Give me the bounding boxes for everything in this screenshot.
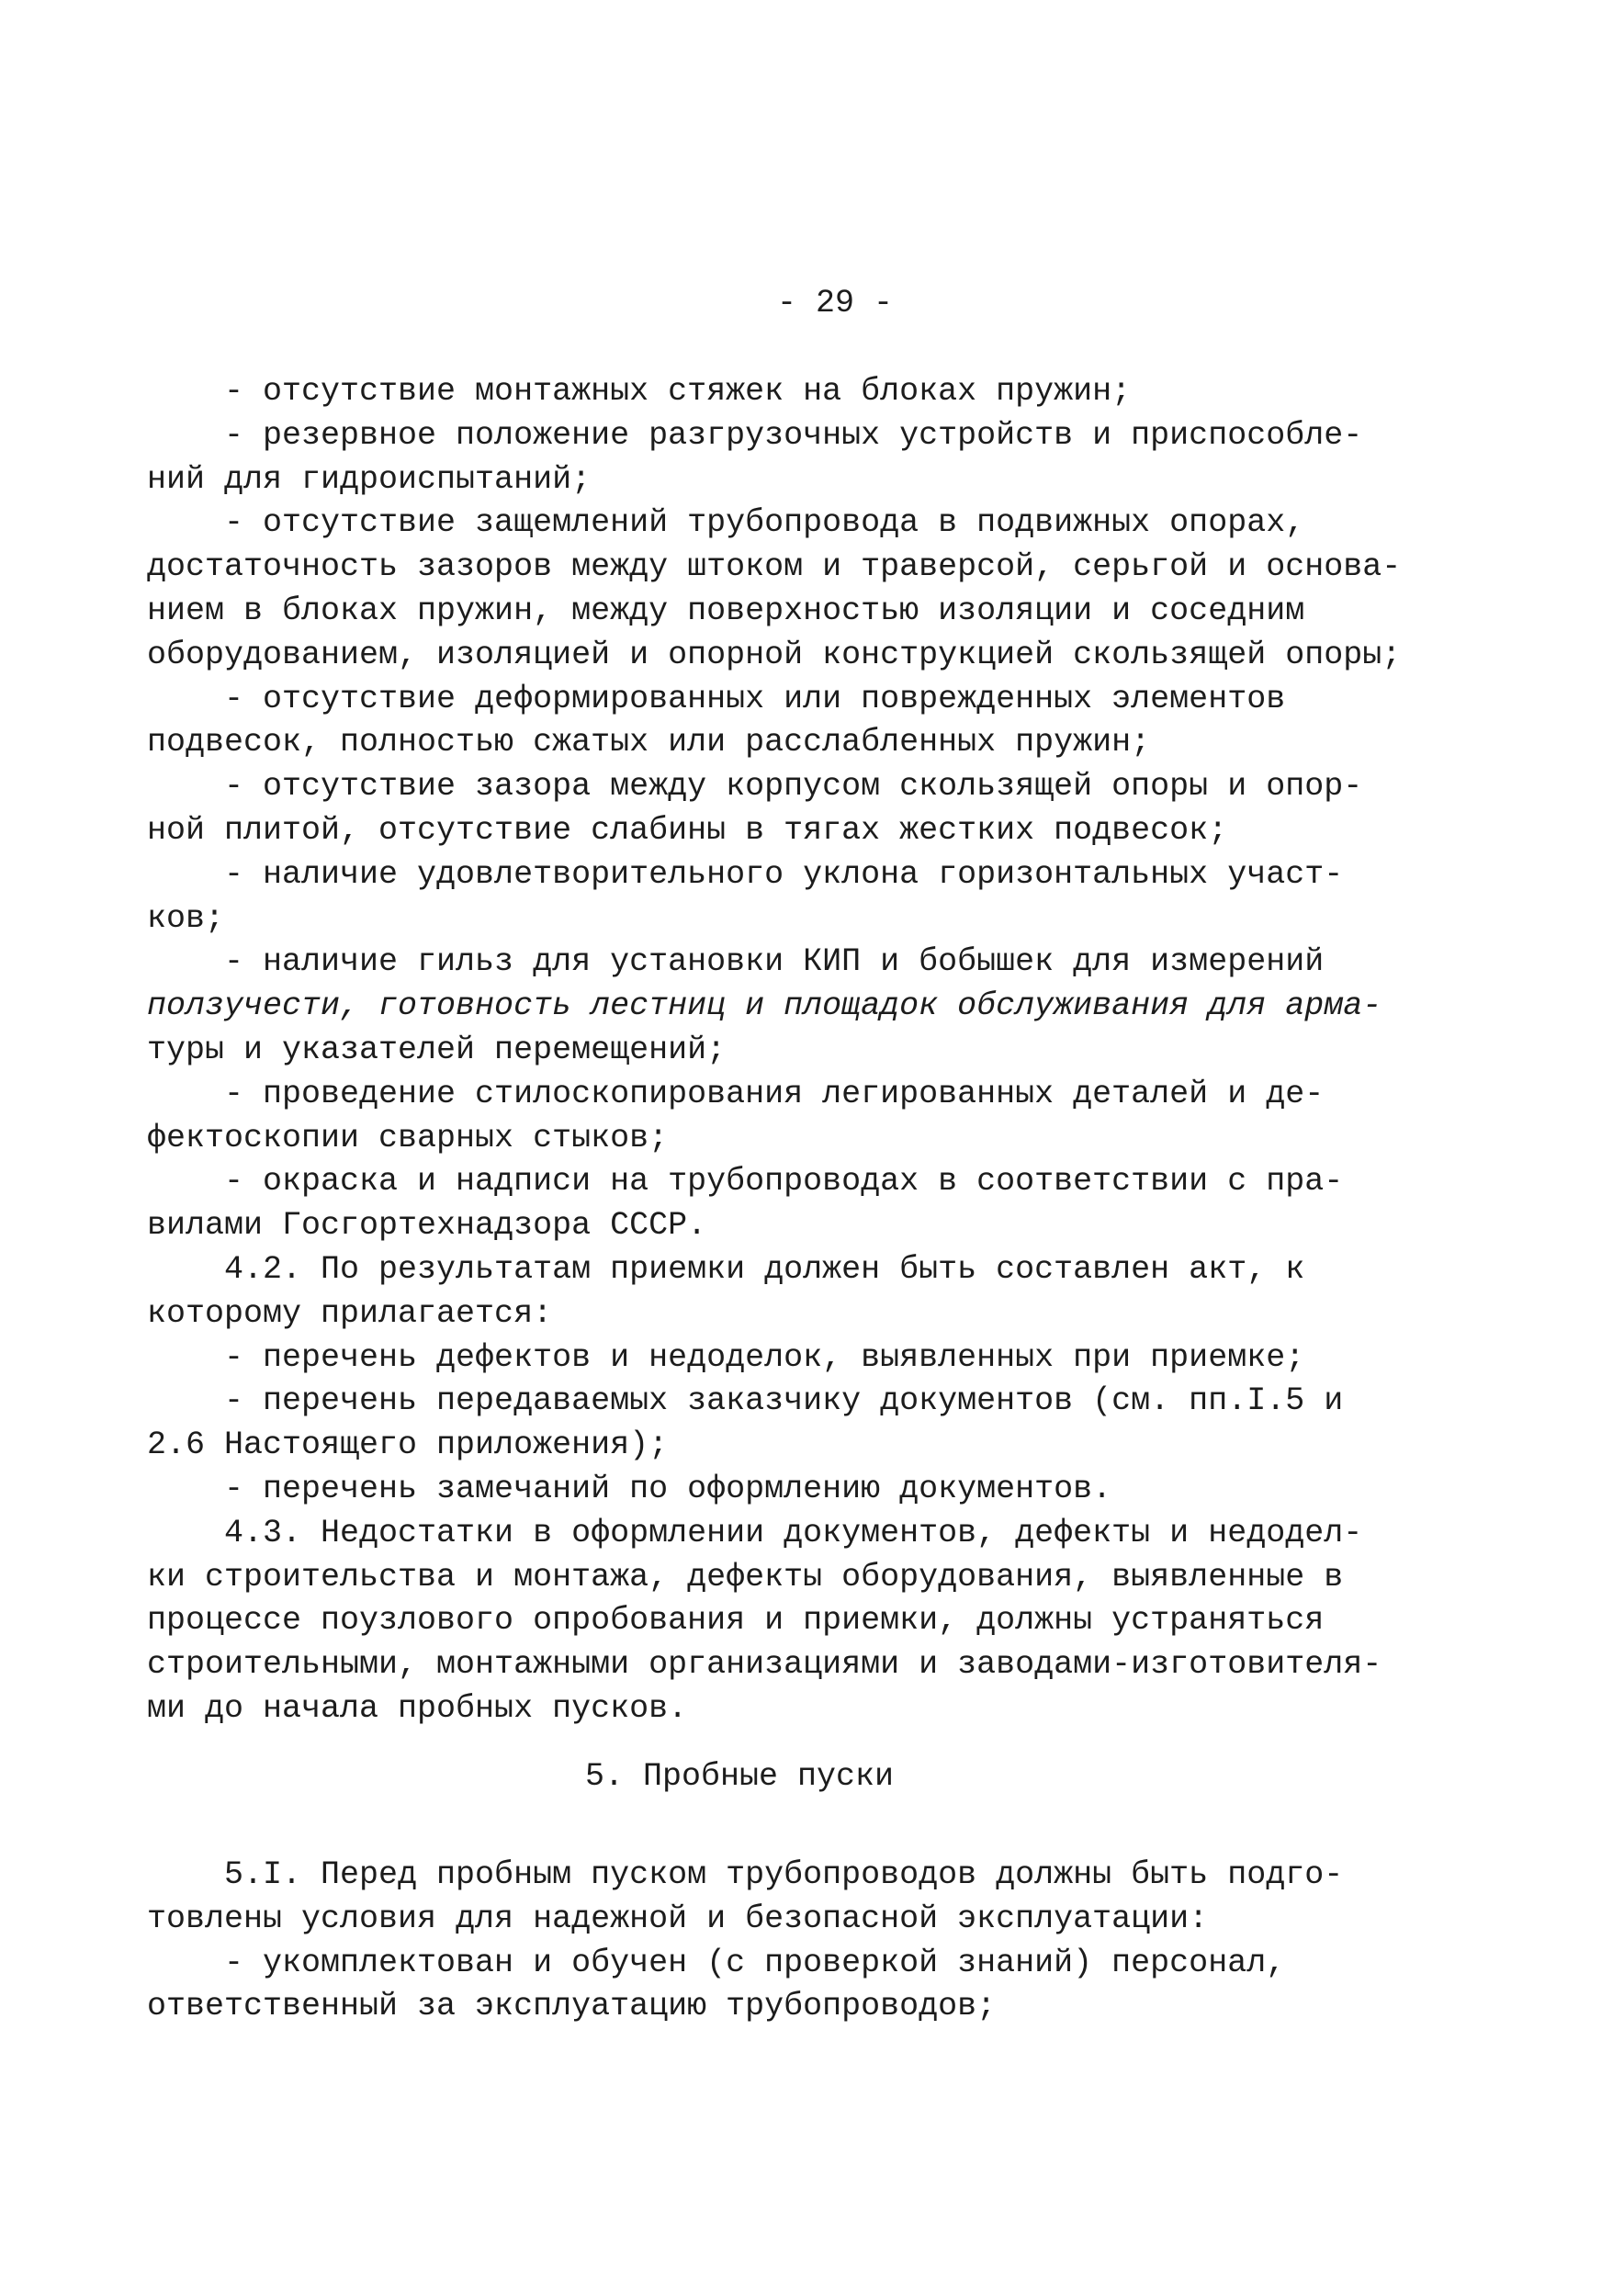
text-line: - отсутствие деформированных или поврежденных элементов: [147, 680, 1286, 717]
text-line: товлены условия для надежной и безопасной эксплуатации:: [147, 1900, 1209, 1937]
text-line: нием в блоках пружин, между поверхностью изоляции и соседним: [147, 592, 1305, 629]
text-line: - проведение стилоскопирования легированных деталей и де-: [147, 1075, 1325, 1112]
section-heading: 5. Пробные пуски: [584, 1758, 895, 1795]
text-line: - отсутствие зазора между корпусом скользящей опоры и опор-: [147, 768, 1363, 806]
text-line: фектоскопии сварных стыков;: [147, 1119, 669, 1156]
text-line: ползучести, готовность лестниц и площадок обслуживания для арма-: [147, 987, 1382, 1025]
text-line: оборудованием, изоляцией и опорной конструкцией скользящей опоры;: [147, 636, 1402, 673]
text-line: 2.6 Настоящего приложения);: [147, 1426, 669, 1464]
text-line: 4.3. Недостатки в оформлении документов, дефекты и недодел-: [147, 1514, 1363, 1551]
text-line: 4.2. По результатам приемки должен быть составлен акт, к: [147, 1250, 1305, 1288]
text-line: - наличие гильз для установки КИП и бобышек для измерений: [147, 943, 1325, 981]
page-number: - 29 -: [776, 285, 894, 321]
body-text-section-5: [147, 1854, 1344, 2029]
body-text: [147, 370, 1402, 1731]
text-line: подвесок, полностью сжатых или расслабленных пружин;: [147, 724, 1151, 761]
text-line: ответственный за эксплуатацию трубопроводов;: [147, 1988, 997, 2025]
text-line: - перечень дефектов и недоделок, выявленных при приемке;: [147, 1338, 1305, 1376]
text-line: - окраска и надписи на трубопроводах в соответствии с пра-: [147, 1163, 1344, 1201]
text-line: 5.I. Перед пробным пуском трубопроводов должны быть подго-: [147, 1856, 1344, 1893]
text-line: вилами Госгортехнадзора СССР.: [147, 1207, 707, 1245]
text-line: туры и указателей перемещений;: [147, 1031, 727, 1068]
text-line: которому прилагается:: [147, 1294, 553, 1332]
text-line: - перечень замечаний по оформлению документов.: [147, 1470, 1112, 1507]
text-line: - перечень передаваемых заказчику документов (см. пп.I.5 и: [147, 1382, 1344, 1420]
text-line: процессе поузлового опробования и приемки, должны устраняться: [147, 1602, 1325, 1640]
text-line: - наличие удовлетворительного уклона горизонтальных участ-: [147, 855, 1344, 893]
text-line: ми до начала пробных пусков.: [147, 1689, 688, 1727]
text-line: ний для гидроиспытаний;: [147, 460, 592, 498]
text-line: достаточность зазоров между штоком и траверсой, серьгой и основа-: [147, 548, 1402, 586]
text-line: строительными, монтажными организациями и заводами-изготовителя-: [147, 1646, 1382, 1684]
text-line: ной плитой, отсутствие слабины в тягах жестких подвесок;: [147, 811, 1228, 849]
text-line: - укомплектован и обучен (с проверкой знаний) персонал,: [147, 1944, 1286, 1981]
text-line: ков;: [147, 899, 225, 937]
text-line: - резервное положение разгрузочных устройств и приспособле-: [147, 416, 1363, 454]
text-line: - отсутствие защемлений трубопровода в подвижных опорах,: [147, 504, 1305, 542]
text-line: - отсутствие монтажных стяжек на блоках пружин;: [147, 373, 1132, 410]
text-line: ки строительства и монтажа, дефекты оборудования, выявленные в: [147, 1558, 1344, 1596]
